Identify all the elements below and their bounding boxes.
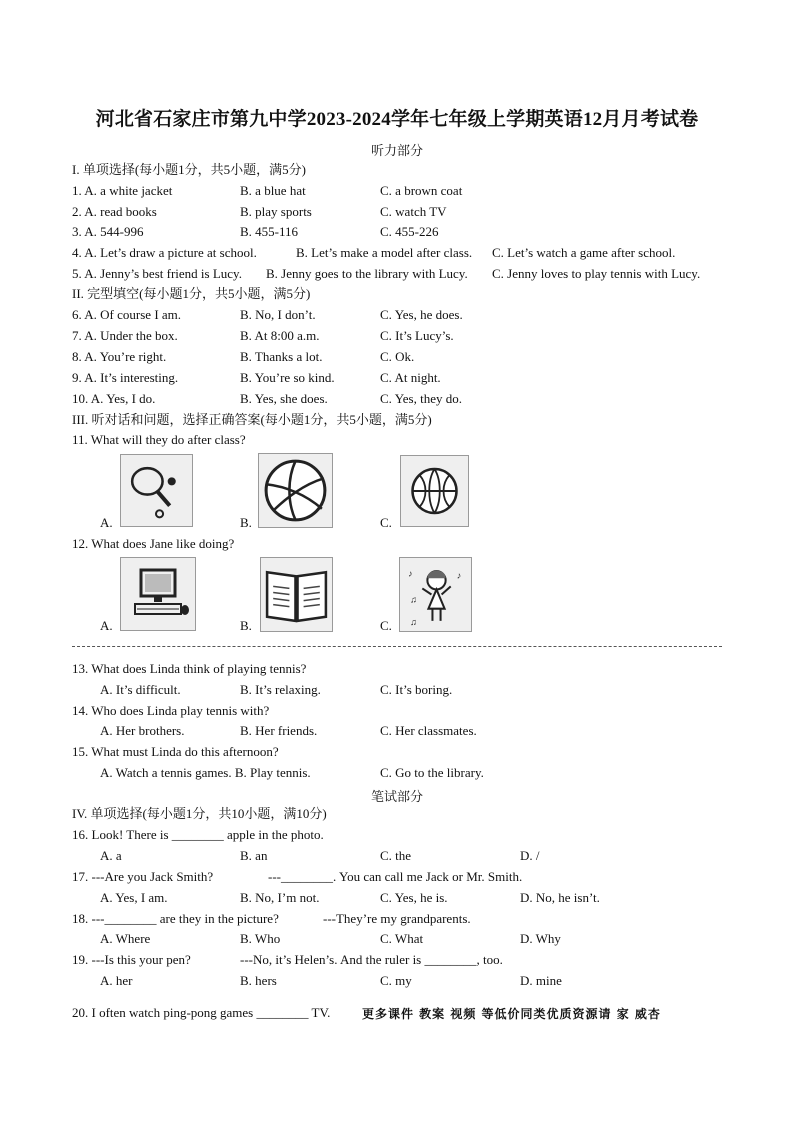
section-4-heading: IV. 单项选择(每小题1分，共10小题，满10分) xyxy=(72,806,327,821)
q5-option-a: 5. A. Jenny’s best friend is Lucy. xyxy=(72,266,242,281)
q11-label-a: A. xyxy=(100,515,113,530)
q17-option-b: B. No, I’m not. xyxy=(240,890,320,905)
q13-option-c: C. It’s boring. xyxy=(380,682,453,697)
q15-option-c: C. Go to the library. xyxy=(380,765,484,780)
q7-option-c: C. It’s Lucy’s. xyxy=(380,328,454,343)
q3-option-b: B. 455-116 xyxy=(240,224,299,239)
singing-girl-icon xyxy=(399,557,472,632)
q7-option-b: B. At 8:00 a.m. xyxy=(240,328,320,343)
q17-option-c: C. Yes, he is. xyxy=(380,890,448,905)
svg-text:♫: ♫ xyxy=(410,594,417,605)
section-1-heading: I. 单项选择(每小题1分，共5小题，满5分) xyxy=(72,162,306,177)
svg-text:♫: ♫ xyxy=(410,616,417,627)
q8-option-c: C. Ok. xyxy=(380,349,415,364)
q2-option-b: B. play sports xyxy=(240,204,312,219)
q18-option-d: D. Why xyxy=(520,931,561,946)
ping-pong-paddle-icon xyxy=(120,454,193,527)
q17-stem-question: 17. ---Are you Jack Smith? xyxy=(72,869,214,884)
q17-option-d: D. No, he isn’t. xyxy=(520,890,600,905)
q8-option-b: B. Thanks a lot. xyxy=(240,349,323,364)
q16-option-d: D. / xyxy=(520,848,540,863)
q17-stem-answer: ---________. You can call me Jack or Mr. Smith. xyxy=(268,869,523,884)
q14-stem: 14. Who does Linda play tennis with? xyxy=(72,703,270,718)
q18-stem-question: 18. ---________ are they in the picture? xyxy=(72,911,279,926)
q19-option-b: B. hers xyxy=(240,973,277,988)
q15-option-ab: A. Watch a tennis games. B. Play tennis. xyxy=(100,765,311,780)
q19-option-a: A. her xyxy=(100,973,133,988)
q14-option-c: C. Her classmates. xyxy=(380,723,477,738)
q4-option-b: B. Let’s make a model after class. xyxy=(296,245,473,260)
q13-option-a: A. It’s difficult. xyxy=(100,682,181,697)
q14-option-b: B. Her friends. xyxy=(240,723,318,738)
q19-stem-answer: ---No, it’s Helen’s. And the ruler is ________, too. xyxy=(240,952,503,967)
q19-option-d: D. mine xyxy=(520,973,562,988)
svg-text:♪: ♪ xyxy=(408,568,413,579)
q3-option-c: C. 455-226 xyxy=(380,224,439,239)
q10-option-a: 10. A. Yes, I do. xyxy=(72,391,156,406)
q11-label-c: C. xyxy=(380,515,392,530)
section-2-heading: II. 完型填空(每小题1分，共5小题，满5分) xyxy=(72,286,311,301)
promo-text: 更多课件 教案 视频 等低价同类优质资源请 家 威杏 xyxy=(362,1007,661,1021)
q11-label-b: B. xyxy=(240,515,252,530)
q12-label-b: B. xyxy=(240,618,252,633)
q15-stem: 15. What must Linda do this afternoon? xyxy=(72,744,279,759)
q18-option-a: A. Where xyxy=(100,931,151,946)
listening-header: 听力部分 xyxy=(370,143,423,158)
basketball-icon xyxy=(400,455,469,527)
writing-header: 笔试部分 xyxy=(370,789,423,804)
dashed-divider xyxy=(72,646,722,647)
q6-option-c: C. Yes, he does. xyxy=(380,307,463,322)
q3-option-a: 3. A. 544-996 xyxy=(72,224,144,239)
q2-option-c: C. watch TV xyxy=(380,204,447,219)
q16-stem: 16. Look! There is ________ apple in the photo. xyxy=(72,827,324,842)
q12-label-c: C. xyxy=(380,618,392,633)
volleyball-icon xyxy=(258,453,333,528)
q16-option-c: C. the xyxy=(380,848,412,863)
q20-stem: 20. I often watch ping-pong games ________ TV. xyxy=(72,1005,331,1020)
q5-option-b: B. Jenny goes to the library with Lucy. xyxy=(266,266,468,281)
q1-option-b: B. a blue hat xyxy=(240,183,306,198)
q19-option-c: C. my xyxy=(380,973,412,988)
q12-label-a: A. xyxy=(100,618,113,633)
q19-stem-question: 19. ---Is this your pen? xyxy=(72,952,191,967)
q14-option-a: A. Her brothers. xyxy=(100,723,185,738)
q17-option-a: A. Yes, I am. xyxy=(100,890,168,905)
q13-option-b: B. It’s relaxing. xyxy=(240,682,321,697)
q5-option-c: C. Jenny loves to play tennis with Lucy. xyxy=(492,266,701,281)
q18-option-b: B. Who xyxy=(240,931,281,946)
q12-stem: 12. What does Jane like doing? xyxy=(72,536,235,551)
q13-stem: 13. What does Linda think of playing tennis? xyxy=(72,661,307,676)
q9-option-c: C. At night. xyxy=(380,370,441,385)
q6-option-a: 6. A. Of course I am. xyxy=(72,307,182,322)
q10-option-b: B. Yes, she does. xyxy=(240,391,328,406)
q18-option-c: C. What xyxy=(380,931,424,946)
q8-option-a: 8. A. You’re right. xyxy=(72,349,167,364)
q4-option-a: 4. A. Let’s draw a picture at school. xyxy=(72,245,257,260)
q2-option-a: 2. A. read books xyxy=(72,204,157,219)
q16-option-a: A. a xyxy=(100,848,122,863)
svg-text:♪: ♪ xyxy=(456,570,462,581)
q11-stem: 11. What will they do after class? xyxy=(72,432,246,447)
q16-option-b: B. an xyxy=(240,848,268,863)
section-3-heading: III. 听对话和问题，选择正确答案(每小题1分，共5小题，满5分) xyxy=(72,412,432,427)
q1-option-c: C. a brown coat xyxy=(380,183,463,198)
q4-option-c: C. Let’s watch a game after school. xyxy=(492,245,676,260)
q7-option-a: 7. A. Under the box. xyxy=(72,328,178,343)
q18-stem-answer: ---They’re my grandparents. xyxy=(323,911,471,926)
page-title: 河北省石家庄市第九中学2023-2024学年七年级上学期英语12月月考试卷 xyxy=(95,109,699,130)
q1-option-a: 1. A. a white jacket xyxy=(72,183,173,198)
q6-option-b: B. No, I don’t. xyxy=(240,307,316,322)
q9-option-b: B. You’re so kind. xyxy=(240,370,335,385)
q9-option-a: 9. A. It’s interesting. xyxy=(72,370,179,385)
computer-icon xyxy=(120,557,196,631)
open-book-icon xyxy=(260,557,333,632)
q10-option-c: C. Yes, they do. xyxy=(380,391,462,406)
